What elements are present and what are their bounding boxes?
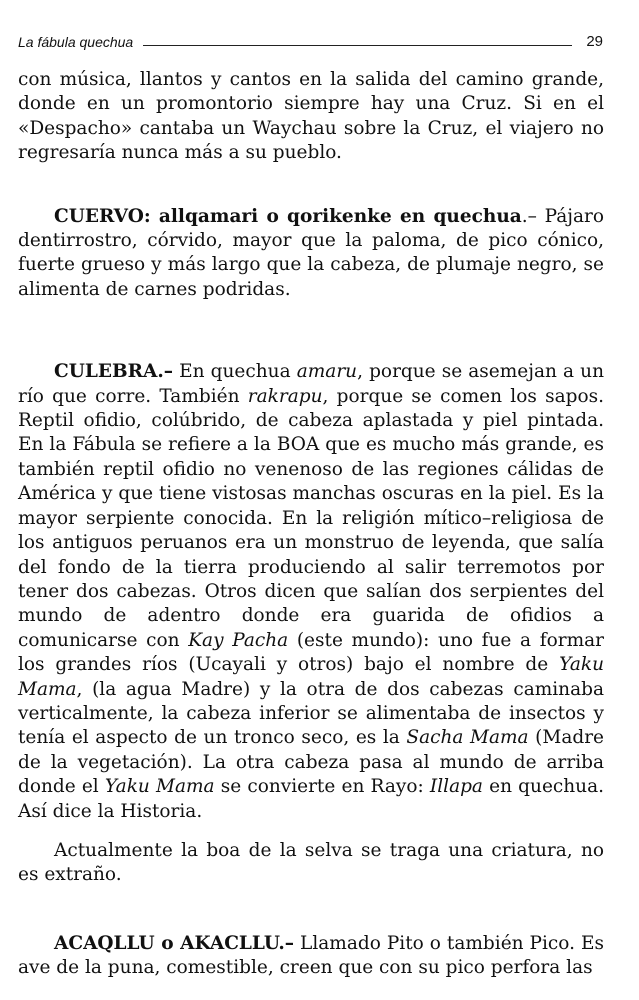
culebra-text-8: en quechua. Así dice la Historia. <box>18 776 604 822</box>
header-rule <box>143 45 572 46</box>
continuation-text: con música, llantos y cantos en la salida del camino grande, donde en un promontorio siempre hay una Cruz. Si en el «Despacho» cantaba un Waychau sobre la Cruz, el viajero no regresaría nunca más a su pueblo. <box>18 69 604 164</box>
culebra-term-kay-pacha: Kay Pacha <box>188 629 289 651</box>
culebra-text-4: (este mundo): uno fue a formar los grandes ríos (Ucayali y otros) bajo el nombre de <box>18 629 605 676</box>
paragraph-continuation <box>18 68 604 166</box>
entry-term-acaqllu: ACAQLLU o AKACLLU.– <box>54 932 295 954</box>
paragraph-boa <box>18 839 604 888</box>
culebra-text-1: En quechua <box>173 361 297 383</box>
culebra-term-amaru: amaru <box>296 361 358 383</box>
culebra-term-yaku-mama: Yaku Mama <box>18 654 604 700</box>
entry-culebra <box>18 360 604 824</box>
entry-term-culebra: CULEBRA.– <box>54 361 174 383</box>
page-body <box>18 68 604 981</box>
culebra-term-rakrapu: rakrapu <box>247 385 323 407</box>
culebra-text-6: (Madre de la vegetación). La otra cabeza pasa al mundo de arriba donde el <box>18 727 604 798</box>
boa-text: Actualmente la boa de la selva se traga una criatura, no es extraño. <box>18 839 604 886</box>
culebra-term-sacha-mama: Sacha Mama <box>406 727 529 749</box>
culebra-text-5: , (la agua Madre) y la otra de dos cabezas caminaba verticalmente, la cabeza inferior se alimentaba de insectos y tenía el aspecto de un tronco seco, es la <box>18 678 604 749</box>
entry-cuervo <box>18 205 604 303</box>
page-number: 29 <box>586 33 603 50</box>
running-header <box>18 28 603 50</box>
culebra-text-7: se convierte en Rayo: <box>214 776 430 798</box>
entry-text-acaqllu: Llamado Pito o también Pico. Es ave de la puna, comestible, creen que con su pico perfora las <box>18 932 604 979</box>
culebra-term-illapa: Illapa <box>429 776 483 798</box>
entry-term-cuervo: CUERVO: allqamari o qorikenke en quechua <box>54 205 522 227</box>
culebra-text-2: , porque se asemejan a un río que corre. También <box>18 361 604 407</box>
entry-text-cuervo: .– Pájaro dentirrostro, córvido, mayor que la paloma, de pico cónico, fuerte grueso y más largo que la cabeza, de plumaje negro, se alimenta de carnes podridas. <box>18 205 605 300</box>
running-title: La fábula quechua <box>18 34 134 50</box>
entry-acaqllu <box>18 932 604 981</box>
culebra-term-yaku-mama-2: Yaku Mama <box>104 776 215 798</box>
culebra-text-3: , porque se comen los sapos. Reptil ofidio, colúbrido, de cabeza aplastada y piel pintada. En la Fábula se refiere a la BOA que es mucho más grande, es también reptil ofidio no venenoso de las regiones cálidas de América y que tiene vistosas manchas oscuras en la piel. Es la mayor serpiente conocida. En la religión mítico–religiosa de los antiguos peruanos era un monstruo de leyenda, que salía del fondo de la tierra produciendo al salir terremotos por tener dos cabezas. Otros dicen que salían dos serpientes del mundo de adentro donde era guarida de ofidios a comunicarse con <box>18 385 604 651</box>
